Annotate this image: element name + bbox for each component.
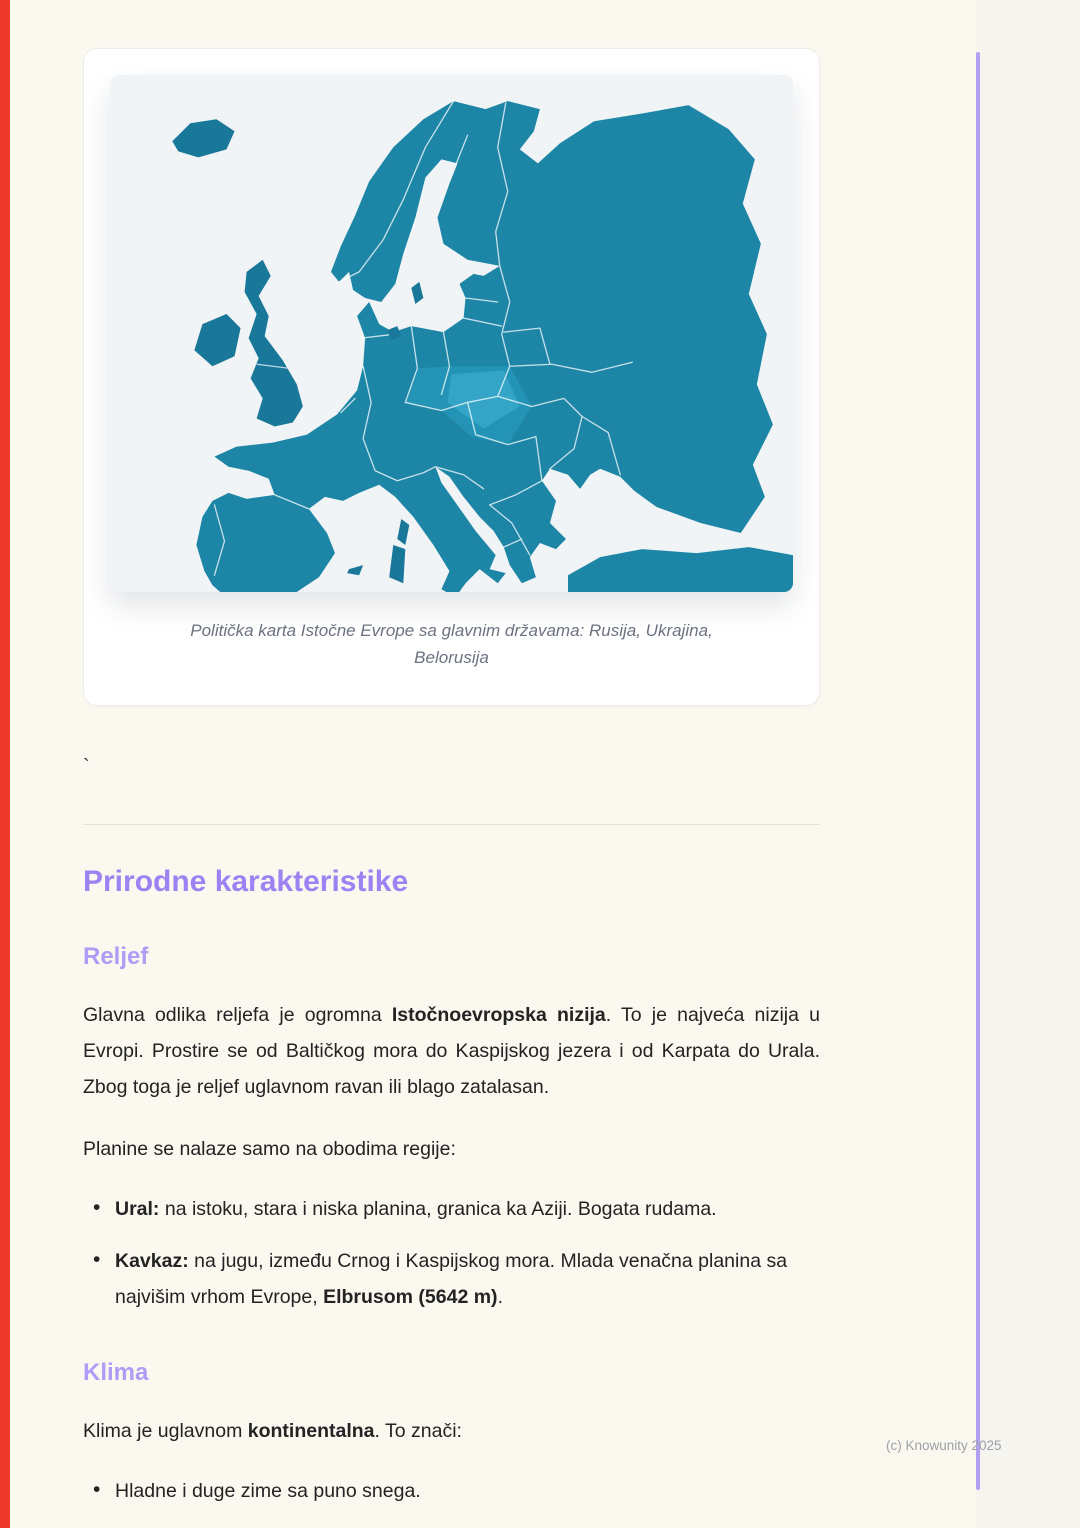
text-run: na istoku, stara i niska planina, granica ka Aziji. Bogata rudama. xyxy=(159,1197,717,1220)
figure-caption: Politička karta Istočne Evrope sa glavnim državama: Rusija, Ukrajina, Belorusija xyxy=(190,621,713,667)
europe-political-map xyxy=(110,75,793,592)
bold-text-run: Ural: xyxy=(115,1197,160,1220)
bullet-list-klima xyxy=(83,1473,820,1509)
note-content xyxy=(83,0,820,1525)
section-divider xyxy=(83,824,820,825)
bold-text-run: Elbrusom (5642 m) xyxy=(323,1285,498,1308)
text-run: . xyxy=(497,1285,503,1308)
europe-map-panel xyxy=(110,75,793,592)
page-edge-line xyxy=(976,52,980,1490)
section-heading-prirodne-karakteristike: Prirodne karakteristike xyxy=(83,864,409,898)
stray-backtick: ` xyxy=(83,755,90,778)
bullet-kavkaz xyxy=(115,1243,820,1315)
bold-text-run: Kavkaz: xyxy=(115,1249,189,1272)
island-sardinia xyxy=(389,545,405,583)
paragraph-reljef-1 xyxy=(83,997,820,1105)
text-run: Klima je uglavnom xyxy=(83,1419,248,1442)
island-gotland xyxy=(411,282,423,304)
island-corsica xyxy=(397,519,409,545)
subheading-klima: Klima xyxy=(83,1358,149,1386)
text-run: Glavna odlika reljefa je ogromna xyxy=(83,1003,392,1026)
bold-text-run: kontinentalna xyxy=(247,1419,375,1442)
island-ireland xyxy=(194,314,240,366)
bullet-klima-1: • Hladne i duge zime sa puno snega. xyxy=(115,1473,820,1509)
figure-card xyxy=(83,48,820,706)
watermark: (c) Knowunity 2025 xyxy=(886,1438,1002,1453)
landmass-europe xyxy=(196,101,773,592)
island-balearic xyxy=(347,565,363,575)
left-accent-stripe xyxy=(0,0,10,1528)
page-right-margin xyxy=(980,0,1080,1528)
bullet-list-reljef xyxy=(83,1191,820,1315)
island-iceland xyxy=(172,119,234,157)
bullet-ural xyxy=(115,1191,820,1227)
text-run: . To je najveća nizija u Evropi. Prostire se od Baltičkog mora do Kaspijskog jezera i od Karpata do Urala. Zbog toga je reljef uglavnom ravan ili blago zatalasan. xyxy=(83,1003,821,1098)
subheading-reljef: Reljef xyxy=(83,942,149,970)
island-great-britain xyxy=(245,260,303,427)
landmass-anatolia xyxy=(568,547,793,592)
text-run: na jugu, između Crnog i Kaspijskog mora. Mlada venačna planina sa najvišim vrhom Evrope, xyxy=(115,1249,788,1308)
bold-text-run: Istočnoevropska nizija xyxy=(391,1003,606,1026)
paragraph-klima xyxy=(83,1413,820,1449)
text-run: . To znači: xyxy=(374,1419,462,1442)
paragraph-reljef-2: Planine se nalaze samo na obodima regije: xyxy=(83,1137,456,1160)
